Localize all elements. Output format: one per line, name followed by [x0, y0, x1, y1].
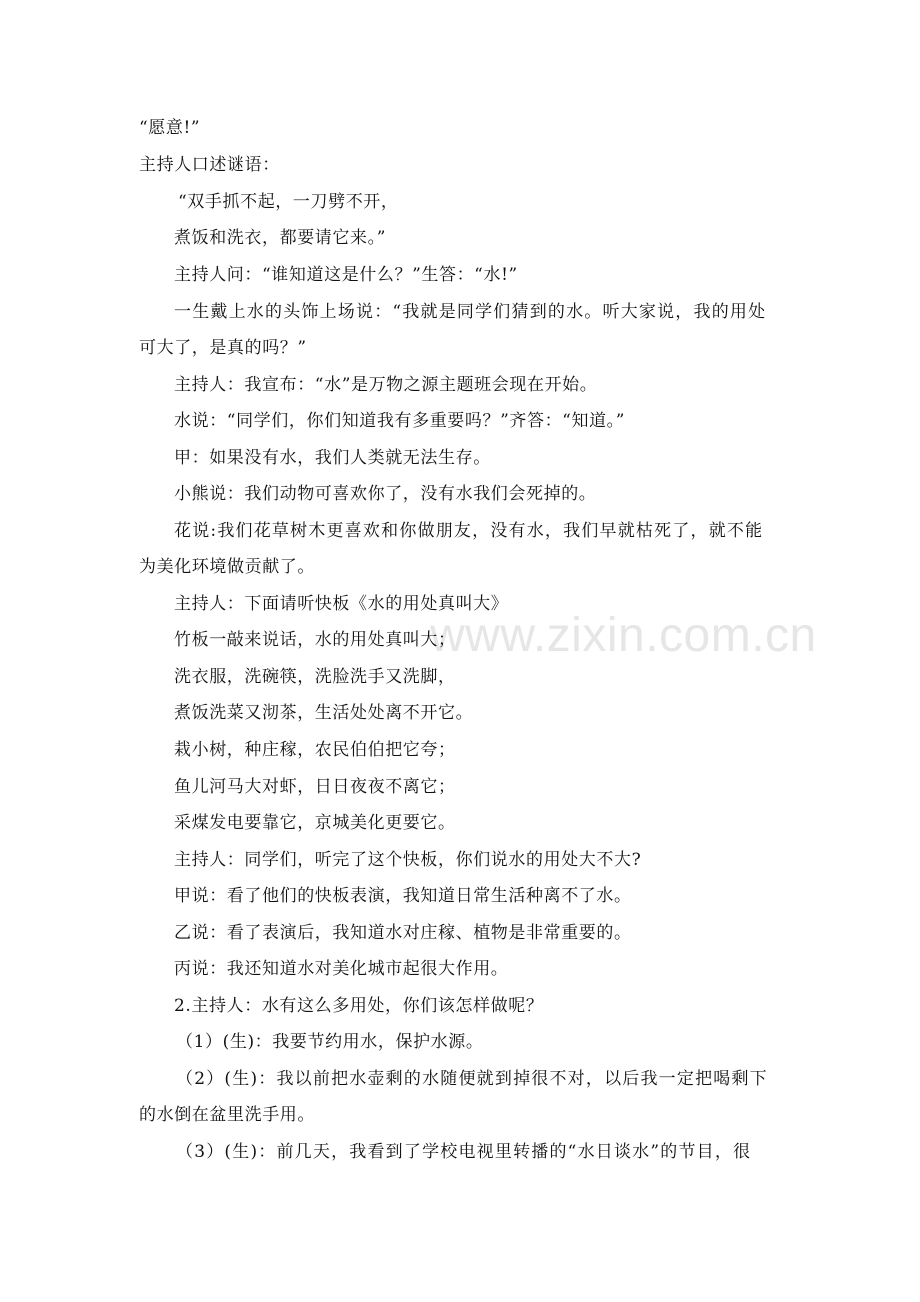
text-line: 煮饭和洗衣，都要请它来。” — [174, 228, 386, 248]
text-line: 为美化环境做贡献了。 — [139, 557, 315, 577]
text-line: 鱼儿河马大对虾，日日夜夜不离它； — [174, 777, 456, 797]
text-line: （2）(生)：我以前把水壶剩的水随便就到掉很不对，以后我一定把喝剩下 — [176, 1069, 768, 1089]
text-line: 栽小树，种庄稼，农民伯伯把它夸； — [174, 740, 456, 760]
text-line: 甲说：看了他们的快板表演，我知道日常生活种离不了水。 — [174, 886, 632, 906]
text-line: 主持人问：“谁知道这是什么？”生答：“水!” — [174, 265, 518, 285]
text-line: 竹板一敲来说话，水的用处真叫大； — [174, 630, 456, 650]
text-line: “愿意!” — [139, 118, 201, 138]
watermark-text: www.zixin.com.cn — [430, 609, 817, 662]
text-line: （3）(生)：前几天，我看到了学校电视里转播的“水日谈水”的节目，很 — [176, 1142, 752, 1162]
text-line: 主持人：我宣布：“水”是万物之源主题班会现在开始。 — [174, 375, 598, 395]
text-line: 洗衣服，洗碗筷，洗脸洗手又洗脚， — [174, 667, 456, 687]
text-line: 小熊说：我们动物可喜欢你了，没有水我们会死掉的。 — [174, 484, 597, 504]
text-line: 花说:我们花草树木更喜欢和你做朋友，没有水，我们早就枯死了，就不能 — [174, 521, 764, 541]
text-line: 主持人：下面请听快板《水的用处真叫大》 — [174, 594, 509, 614]
text-line: 主持人口述谜语： — [139, 155, 280, 175]
text-line: 2.主持人：水有这么多用处，你们该怎样做呢？ — [174, 996, 544, 1016]
text-line: “双手抓不起，一刀劈不开， — [178, 192, 399, 212]
text-line: 煮饭洗菜又沏茶，生活处处离不开它。 — [174, 703, 474, 723]
text-line: 采煤发电要靠它，京城美化更要它。 — [174, 813, 456, 833]
text-line: 丙说：我还知道水对美化城市起很大作用。 — [174, 959, 509, 979]
text-line: 的水倒在盆里洗手用。 — [139, 1105, 315, 1125]
text-line: 水说：“同学们，你们知道我有多重要吗？”齐答：“知道。” — [174, 411, 626, 431]
text-line: 乙说：看了表演后，我知道水对庄稼、植物是非常重要的。 — [174, 923, 632, 943]
text-line: 一生戴上水的头饰上场说：“我就是同学们猜到的水。听大家说，我的用处 — [174, 302, 767, 322]
text-line: （1）(生)：我要节约用水，保护水源。 — [176, 1032, 484, 1052]
text-line: 主持人：同学们，听完了这个快板，你们说水的用处大不大? — [174, 850, 642, 870]
text-line: 可大了，是真的吗？” — [139, 338, 307, 358]
text-line: 甲：如果没有水，我们人类就无法生存。 — [174, 448, 491, 468]
